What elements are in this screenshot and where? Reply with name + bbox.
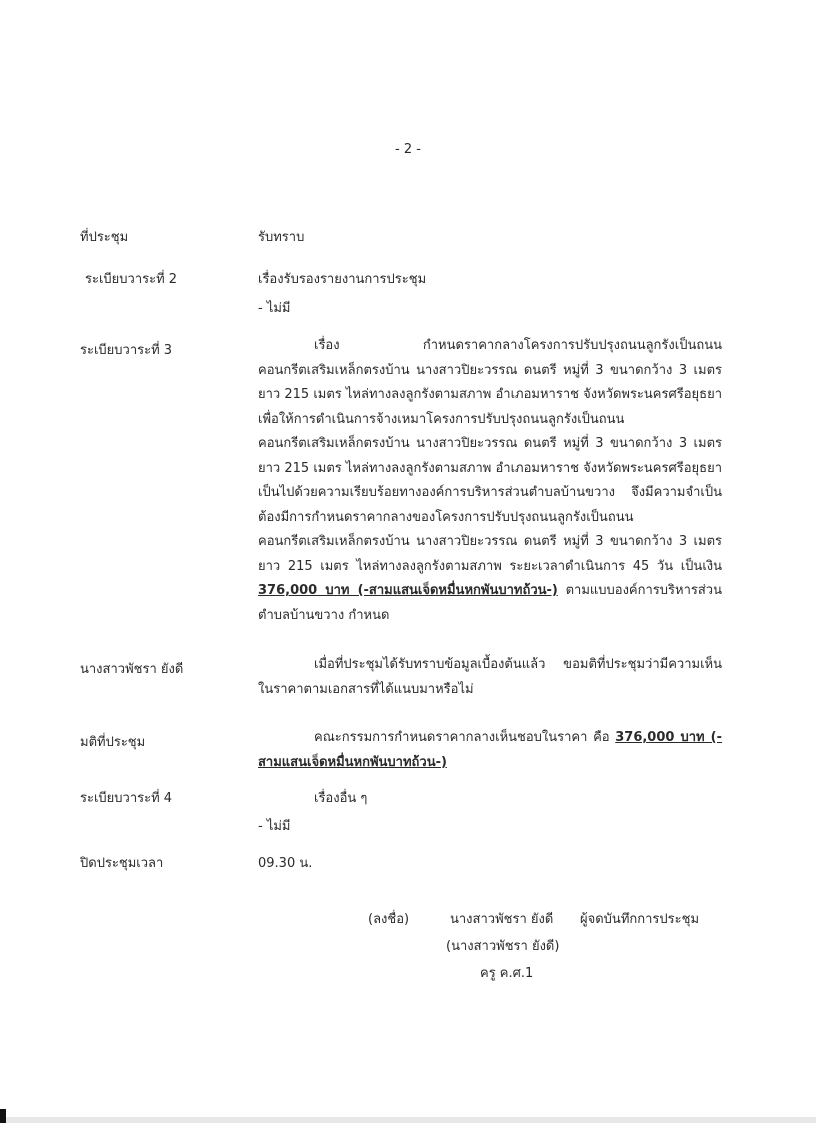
agenda4-item: - ไม่มี bbox=[258, 819, 291, 834]
page-number: - 2 - bbox=[395, 142, 421, 157]
acknowledge-label: ที่ประชุม bbox=[80, 230, 129, 245]
signer-name-paren: (นางสาวพัชรา ยังดี) bbox=[446, 939, 560, 954]
agenda2-item: - ไม่มี bbox=[258, 301, 291, 316]
agenda2-label: ระเบียบวาระที่ 2 bbox=[85, 272, 178, 287]
agenda3-label: ระเบียบวาระที่ 3 bbox=[80, 343, 173, 358]
resolution-text: คณะกรรมการกำหนดราคากลางเห็นชอบในราคา คือ bbox=[314, 730, 616, 745]
resolution-amount: 376,000 บาท (-สามแสนเจ็ดหมื่นหกพันบาทถ้วน-) bbox=[258, 730, 722, 770]
scan-corner-mark bbox=[0, 1109, 6, 1123]
close-time: 09.30 น. bbox=[258, 856, 313, 871]
signer-position: ครู ค.ศ.1 bbox=[480, 966, 534, 981]
close-label: ปิดประชุมเวลา bbox=[80, 856, 164, 871]
agenda4-title: เรื่องอื่น ๆ bbox=[314, 791, 368, 806]
scan-bottom-edge bbox=[0, 1117, 816, 1123]
sign-label: (ลงชื่อ) bbox=[368, 912, 410, 927]
agenda2-title: เรื่องรับรองรายงานการประชุม bbox=[258, 272, 427, 287]
resolution-label: มติที่ประชุม bbox=[80, 735, 146, 750]
agenda3-body: เรื่อง กำหนดราคากลางโครงการปรับปรุงถนนลูกรังเป็นถนนคอนกรีตเสริมเหล็กตรงบ้าน นางสาวปิยะวรรณ ดนตรี หมู่ที่ 3 ขนาดกว้าง 3 เมตร ยาว 215 เมตร ไหล่ทางลงลูกรังตามสภาพ อำเภอมหาราช จังหวัดพระนครศรีอยุธยา เพื่อให้การดำเนินการจ้างเหมาโครงการปรับปรุงถนนลูกรังเป็นถนนคอนกรีตเสริมเหล็กตรงบ้าน นางสาวปิยะวรรณ ดนตรี หมู่ที่ 3 ขนาดกว้าง 3 เมตร ยาว 215 เมตร ไหล่ทางลงลูกรังตามสภาพ อำเภอมหาราช จังหวัดพระนครศรีอยุธยา เป็นไปด้วยความเรียบร้อยทางองค์การบริหารส่วนตำบลบ้านขวาง จึงมีความจำเป็นต้องมีการกำหนดราคากลางของโครงการปรับปรุงถนนลูกรังเป็นถนนคอนกรีตเสริมเหล็กตรงบ้าน นางสาวปิยะวรรณ ดนตรี หมู่ที่ 3 ขนาดกว้าง 3 เมตร ยาว 215 เมตร ไหล่ทางลงลูกรังตามสภาพ ระยะเวลาดำเนินการ 45 วัน เป็นเงิน bbox=[258, 338, 722, 574]
signer-name: นางสาวพัชรา ยังดี bbox=[450, 912, 554, 927]
speaker-text: เมื่อที่ประชุมได้รับทราบข้อมูลเบื้องต้นแล้ว ขอมติที่ประชุมว่ามีความเห็นในราคาตามเอกสารที่ได้แนบมาหรือไม่ bbox=[258, 657, 722, 697]
speaker-paragraph bbox=[258, 653, 722, 702]
agenda3-amount: 376,000 บาท (-สามแสนเจ็ดหมื่นหกพันบาทถ้วน-) bbox=[258, 583, 558, 598]
agenda4-label: ระเบียบวาระที่ 4 bbox=[80, 791, 173, 806]
agenda3-paragraph bbox=[258, 334, 722, 628]
agenda3-tail: ตามแบบองค์การบริหารส่วนตำบลบ้านขวาง กำหนด bbox=[258, 583, 722, 623]
speaker-label: นางสาวพัชรา ยังดี bbox=[80, 662, 184, 677]
signer-role: ผู้จดบันทึกการประชุม bbox=[580, 912, 700, 927]
acknowledge-text: รับทราบ bbox=[258, 230, 305, 245]
resolution-paragraph bbox=[258, 726, 722, 775]
